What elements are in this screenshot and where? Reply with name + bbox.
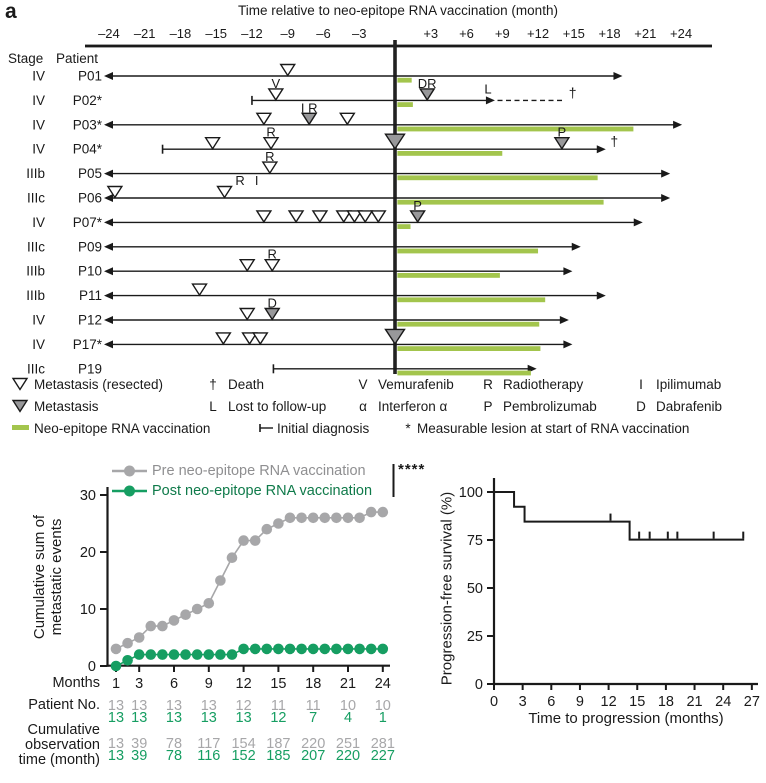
rna-vaccination-bar bbox=[397, 322, 539, 327]
rna-vaccination-bar bbox=[397, 224, 410, 229]
timeline-row-P03 bbox=[32, 100, 682, 132]
cumulative-time-post: 13 bbox=[107, 748, 125, 764]
data-point-post bbox=[215, 649, 226, 660]
y-tick-label: 20 bbox=[79, 545, 96, 561]
data-point-post bbox=[296, 644, 307, 655]
right-arrowhead bbox=[597, 145, 606, 153]
series-line-pre bbox=[116, 512, 383, 649]
data-point-post bbox=[354, 644, 365, 655]
metastasis-resected-marker bbox=[281, 65, 295, 76]
patient-no-pre: 11 bbox=[305, 698, 321, 714]
axis-tick-label: –3 bbox=[352, 26, 367, 41]
x-tick-label: 15 bbox=[270, 676, 287, 692]
axis-tick-label: +9 bbox=[494, 26, 510, 41]
axis-tick-label: +24 bbox=[670, 26, 693, 41]
left-arrowhead bbox=[104, 218, 113, 226]
patients-table bbox=[108, 698, 395, 764]
data-point-pre bbox=[238, 535, 249, 546]
rna-vaccination-bar bbox=[397, 102, 412, 107]
x-tick-label: 24 bbox=[374, 676, 391, 692]
metastasis-resected-marker bbox=[240, 260, 254, 271]
legend-label: Ipilimumab bbox=[656, 377, 722, 392]
vaccination-bar-icon bbox=[12, 425, 29, 430]
axis-tick-label: –18 bbox=[169, 26, 192, 41]
cumulative-time-post: 207 bbox=[301, 748, 326, 764]
legend-label: Vemurafenib bbox=[378, 377, 454, 392]
stage-label: IV bbox=[32, 68, 45, 84]
legend-series-post: Post neo-epitope RNA vaccination bbox=[152, 483, 373, 499]
series-line-post bbox=[116, 649, 383, 666]
x-tick-label: 3 bbox=[135, 676, 144, 692]
km-x-tick-label: 24 bbox=[715, 694, 732, 710]
cumulative-time-post: 227 bbox=[370, 748, 395, 764]
left-arrowhead bbox=[104, 194, 113, 202]
x-tick-label: 18 bbox=[305, 676, 322, 692]
right-arrowhead bbox=[597, 292, 606, 300]
data-point-pre bbox=[331, 513, 342, 524]
cumulative-time-post: 78 bbox=[165, 748, 183, 764]
patient-no-post: 13 bbox=[235, 710, 252, 726]
metastasis-resected-marker bbox=[313, 211, 327, 222]
data-point-pre bbox=[285, 513, 296, 524]
patient-no-post: 13 bbox=[107, 710, 125, 726]
cumulative-time-pre: 187 bbox=[266, 736, 291, 752]
km-y-tick-label: 0 bbox=[474, 677, 483, 693]
treatment-letter: P bbox=[557, 124, 567, 140]
timeline-row-P09 bbox=[27, 239, 581, 254]
cumulative-time-post: 152 bbox=[231, 748, 256, 764]
km-x-tick-label: 9 bbox=[575, 694, 584, 710]
metastasis-marker bbox=[386, 329, 405, 344]
data-point-post bbox=[331, 644, 342, 655]
legend-label: Lost to follow-up bbox=[228, 399, 327, 414]
patient-label: P11 bbox=[78, 288, 102, 304]
cumulative-time-post: 185 bbox=[266, 748, 291, 764]
cumulative-time-pre: 13 bbox=[107, 736, 125, 752]
patient-no-pre: 13 bbox=[165, 698, 183, 714]
patient-no-post: 4 bbox=[343, 710, 353, 726]
axis-tick-label: +21 bbox=[634, 26, 657, 41]
patient-no-pre: 10 bbox=[339, 698, 357, 714]
metastasis-resected-marker bbox=[257, 113, 271, 124]
right-arrowhead bbox=[661, 170, 670, 178]
vaccination-zero-line bbox=[393, 40, 397, 374]
data-point-pre bbox=[122, 638, 133, 649]
cumulative-y-axis-label-line1: Cumulative sum of bbox=[31, 514, 48, 640]
data-point-pre bbox=[204, 598, 215, 609]
cumulative-y-axis-label-line2: metastatic events bbox=[48, 518, 65, 636]
legend-label: Initial diagnosis bbox=[277, 421, 370, 436]
stage-label: IIIb bbox=[26, 166, 45, 182]
cumulative-time-pre: 78 bbox=[165, 736, 183, 752]
legend-label: Pembrolizumab bbox=[503, 399, 597, 414]
legend-label: Interferon α bbox=[378, 399, 448, 414]
stage-label: IV bbox=[32, 141, 45, 157]
stage-label: IIIc bbox=[26, 361, 45, 377]
legend-label: Neo-epitope RNA vaccination bbox=[34, 421, 211, 436]
months-axis-label: Months bbox=[52, 675, 100, 691]
x-tick-label: 1 bbox=[111, 676, 121, 692]
km-x-tick-label: 12 bbox=[600, 694, 617, 710]
cumulative-time-post: 220 bbox=[335, 748, 361, 764]
data-point-pre bbox=[111, 644, 122, 655]
patient-label: P06 bbox=[77, 190, 102, 206]
data-point-pre bbox=[354, 513, 365, 524]
swimmer-title: Time relative to neo-epitope RNA vaccination (month) bbox=[238, 3, 558, 18]
time-axis-line bbox=[85, 45, 712, 48]
patient-label: P07* bbox=[72, 214, 102, 230]
treatment-letter: D bbox=[267, 295, 277, 311]
stage-label: IV bbox=[32, 92, 45, 108]
rna-vaccination-bar bbox=[397, 346, 540, 351]
right-arrowhead bbox=[661, 194, 670, 202]
stage-label: IV bbox=[32, 214, 45, 230]
km-x-tick-label: 21 bbox=[686, 694, 703, 710]
axis-tick-label: –15 bbox=[205, 26, 228, 41]
km-x-tick-label: 27 bbox=[743, 694, 760, 710]
right-arrowhead bbox=[486, 96, 495, 104]
data-point-pre bbox=[320, 513, 331, 524]
data-point-pre bbox=[296, 513, 307, 524]
rna-vaccination-bar bbox=[397, 273, 500, 278]
patient-no-pre: 13 bbox=[200, 698, 217, 714]
patient-label: P12 bbox=[77, 312, 102, 328]
treatment-letter: R bbox=[266, 124, 276, 140]
treatment-letter: I R bbox=[300, 100, 318, 116]
timeline-row-P11 bbox=[26, 284, 606, 303]
figure-legend bbox=[12, 377, 722, 436]
km-y-tick-label: 25 bbox=[466, 629, 483, 645]
metastasis-resected-marker bbox=[206, 138, 220, 149]
axis-tick-label: +15 bbox=[562, 26, 585, 41]
data-point-post bbox=[366, 644, 377, 655]
data-point-pre bbox=[215, 575, 226, 586]
metastasis-resected-marker bbox=[371, 211, 385, 222]
cumulative-time-post: 116 bbox=[197, 748, 221, 764]
x-tick-label: 6 bbox=[169, 676, 179, 692]
axis-tick-label: +6 bbox=[459, 26, 474, 41]
right-arrowhead bbox=[613, 72, 622, 80]
patient-label: P09 bbox=[77, 239, 102, 255]
patient-label: P03* bbox=[72, 117, 102, 133]
axis-tick-label: –21 bbox=[133, 26, 156, 41]
patient-no-post: 1 bbox=[378, 710, 387, 726]
data-point-post bbox=[111, 661, 122, 672]
legend-marker-dot bbox=[124, 466, 135, 477]
data-point-pre bbox=[250, 535, 261, 546]
rna-vaccination-bar bbox=[397, 200, 603, 205]
data-point-pre bbox=[308, 513, 319, 524]
patient-no-post: 13 bbox=[165, 710, 183, 726]
treatment-letter: R bbox=[265, 149, 275, 165]
axis-tick-label: +3 bbox=[423, 26, 439, 41]
data-point-post bbox=[378, 644, 389, 655]
metastasis-resected-marker bbox=[358, 211, 372, 222]
legend-label: Measurable lesion at start of RNA vaccination bbox=[417, 421, 690, 436]
legend-symbol: I bbox=[639, 377, 643, 392]
patient-no-pre: 11 bbox=[270, 698, 286, 714]
cum-label-line2: observation bbox=[25, 737, 100, 753]
panel-label: a bbox=[5, 0, 17, 23]
treatment-letter: R bbox=[267, 246, 277, 262]
timeline-row-P19 bbox=[27, 361, 537, 376]
left-arrowhead bbox=[104, 267, 113, 275]
death-dagger: † bbox=[568, 84, 577, 101]
data-point-pre bbox=[262, 524, 273, 535]
legend-series-pre: Pre neo-epitope RNA vaccination bbox=[152, 463, 366, 479]
left-arrowhead bbox=[104, 243, 113, 251]
timeline-row-P01 bbox=[32, 65, 622, 84]
data-point-post bbox=[262, 644, 273, 655]
data-point-pre bbox=[227, 552, 238, 563]
legend-symbol: α bbox=[359, 399, 367, 414]
right-arrowhead bbox=[673, 121, 682, 129]
patient-no-post: 12 bbox=[270, 710, 287, 726]
cumulative-observation-row-label bbox=[0, 723, 100, 768]
data-point-pre bbox=[378, 507, 389, 518]
y-tick-label: 30 bbox=[79, 488, 96, 504]
legend-marker-dot bbox=[124, 486, 135, 497]
km-y-tick-label: 75 bbox=[466, 533, 483, 549]
patient-label: P19 bbox=[77, 361, 102, 377]
right-arrowhead bbox=[560, 316, 569, 324]
treatment-letter: P bbox=[413, 197, 422, 213]
patient-no-pre: 12 bbox=[235, 698, 252, 714]
treatment-letter: V bbox=[271, 75, 281, 91]
cumulative-time-pre: 281 bbox=[370, 736, 395, 752]
legend-label: Radiotherapy bbox=[503, 377, 584, 392]
data-point-pre bbox=[192, 604, 203, 615]
survival-curve bbox=[494, 492, 744, 540]
y-tick-label: 0 bbox=[87, 659, 96, 675]
legend-label: Metastasis (resected) bbox=[34, 377, 164, 392]
annotation-letter: I bbox=[254, 173, 259, 188]
death-dagger: † bbox=[610, 133, 619, 150]
data-point-post bbox=[285, 644, 296, 655]
left-arrowhead bbox=[104, 72, 113, 80]
patient-no-pre: 13 bbox=[131, 698, 148, 714]
legend-symbol: V bbox=[358, 377, 368, 392]
patient-label: P10 bbox=[77, 263, 102, 279]
data-point-pre bbox=[343, 513, 354, 524]
km-x-axis-label: Time to progression (months) bbox=[528, 710, 724, 727]
metastasis-resected-marker bbox=[289, 211, 303, 222]
rna-vaccination-bar bbox=[397, 127, 633, 132]
legend-label: Death bbox=[228, 377, 265, 392]
axis-tick-label: +18 bbox=[598, 26, 621, 41]
left-arrowhead bbox=[104, 316, 113, 324]
metastasis-resected-marker bbox=[218, 187, 232, 198]
cumulative-time-post: 39 bbox=[131, 748, 148, 764]
data-point-pre bbox=[273, 518, 284, 529]
rna-vaccination-bar bbox=[397, 151, 502, 156]
data-point-pre bbox=[180, 609, 191, 620]
data-point-pre bbox=[169, 615, 180, 626]
patient-no-post: 7 bbox=[309, 710, 318, 726]
stage-label: IV bbox=[32, 312, 45, 328]
column-header-patient: Patient bbox=[56, 51, 99, 66]
km-y-tick-label: 100 bbox=[458, 485, 483, 501]
x-tick-label: 12 bbox=[235, 676, 252, 692]
km-chart bbox=[459, 478, 760, 710]
data-point-post bbox=[320, 644, 331, 655]
left-arrowhead bbox=[104, 292, 113, 300]
metastasis-resected-marker bbox=[216, 333, 230, 344]
cumulative-time-pre: 251 bbox=[335, 736, 361, 752]
right-arrowhead bbox=[634, 218, 643, 226]
metastasis-icon bbox=[13, 401, 27, 412]
patient-no-post: 13 bbox=[131, 710, 148, 726]
km-x-tick-label: 3 bbox=[518, 694, 527, 710]
patient-no-row-label: Patient No. bbox=[28, 697, 100, 713]
patient-no-pre: 13 bbox=[107, 698, 125, 714]
km-x-tick-label: 15 bbox=[629, 694, 646, 710]
data-point-post bbox=[204, 649, 215, 660]
data-point-post bbox=[169, 649, 180, 660]
column-header-stage: Stage bbox=[8, 51, 44, 66]
metastasis-resected-marker bbox=[253, 333, 267, 344]
km-y-tick-label: 50 bbox=[466, 581, 483, 597]
cum-label-line1: Cumulative bbox=[27, 722, 100, 738]
data-point-pre bbox=[157, 621, 168, 632]
cumulative-time-pre: 117 bbox=[197, 736, 221, 752]
data-point-post bbox=[134, 649, 145, 660]
data-point-post bbox=[250, 644, 261, 655]
data-point-pre bbox=[366, 507, 377, 518]
legend-label: Dabrafenib bbox=[656, 399, 723, 414]
km-x-tick-label: 18 bbox=[657, 694, 674, 710]
stage-label: IIIc bbox=[26, 239, 45, 255]
legend-label: Metastasis bbox=[34, 399, 99, 414]
metastasis-resected-marker bbox=[193, 284, 207, 295]
axis-tick-label: –6 bbox=[316, 26, 331, 41]
data-point-post bbox=[273, 644, 284, 655]
cumulative-time-pre: 220 bbox=[301, 736, 326, 752]
patient-label: P02* bbox=[72, 92, 102, 108]
legend-symbol: R bbox=[483, 377, 493, 392]
axis-tick-label: –12 bbox=[241, 26, 263, 41]
stage-label: IIIb bbox=[26, 263, 45, 279]
km-y-axis-label: Progression-free survival (%) bbox=[438, 491, 456, 686]
metastasis-resected-marker bbox=[257, 211, 271, 222]
left-arrowhead bbox=[104, 340, 113, 348]
metastasis-marker bbox=[386, 134, 405, 149]
patient-no-post: 13 bbox=[200, 710, 217, 726]
rna-vaccination-bar bbox=[397, 175, 597, 180]
annotation-letter: R bbox=[235, 173, 245, 188]
stage-label: IIIc bbox=[26, 190, 45, 206]
rna-vaccination-bar bbox=[397, 297, 545, 302]
significance-stars: **** bbox=[398, 461, 426, 478]
axis-tick-label: –24 bbox=[98, 26, 120, 41]
stage-label: IV bbox=[32, 336, 45, 352]
stage-label: IV bbox=[32, 117, 45, 133]
annotation-letter: L bbox=[484, 81, 492, 97]
data-point-post bbox=[180, 649, 191, 660]
legend-symbol: L bbox=[209, 399, 217, 414]
legend-symbol: † bbox=[209, 377, 217, 392]
right-arrowhead bbox=[563, 340, 572, 348]
timeline-row-P05 bbox=[26, 149, 670, 181]
patient-label: P17* bbox=[72, 336, 102, 352]
rna-vaccination-bar bbox=[397, 249, 538, 254]
data-point-post bbox=[238, 644, 249, 655]
left-arrowhead bbox=[104, 170, 113, 178]
rna-vaccination-bar bbox=[397, 371, 531, 376]
axis-tick-label: –9 bbox=[280, 26, 295, 41]
x-tick-label: 21 bbox=[339, 676, 357, 692]
legend-symbol: P bbox=[483, 399, 493, 414]
axis-tick-label: +12 bbox=[527, 26, 550, 41]
km-x-tick-label: 0 bbox=[489, 694, 499, 710]
data-point-post bbox=[146, 649, 157, 660]
y-tick-label: 10 bbox=[79, 602, 96, 618]
data-point-pre bbox=[146, 621, 157, 632]
data-point-post bbox=[343, 644, 354, 655]
cum-label-line3: time (month) bbox=[18, 752, 100, 768]
treatment-letter: DR bbox=[417, 75, 437, 91]
cumulative-time-pre: 39 bbox=[131, 736, 148, 752]
patient-label: P04* bbox=[72, 141, 102, 157]
legend-symbol: D bbox=[636, 399, 646, 414]
right-arrowhead bbox=[572, 243, 581, 251]
data-point-pre bbox=[134, 632, 145, 643]
right-arrowhead bbox=[563, 267, 572, 275]
legend-symbol: * bbox=[405, 421, 411, 436]
data-point-post bbox=[122, 655, 133, 666]
data-point-post bbox=[308, 644, 319, 655]
data-point-post bbox=[157, 649, 168, 660]
cumulative-time-pre: 154 bbox=[231, 736, 256, 752]
x-tick-label: 9 bbox=[204, 676, 213, 692]
km-x-tick-label: 6 bbox=[547, 694, 556, 710]
metastasis-resected-icon bbox=[13, 379, 27, 390]
cumulative-y-axis-label bbox=[31, 467, 65, 687]
stage-label: IIIb bbox=[26, 288, 45, 304]
patient-label: P05 bbox=[77, 166, 102, 182]
metastasis-resected-marker bbox=[240, 309, 254, 320]
data-point-post bbox=[192, 649, 203, 660]
data-point-post bbox=[227, 649, 238, 660]
timeline-row-P17 bbox=[32, 329, 572, 352]
patient-label: P01 bbox=[77, 68, 102, 84]
patient-no-pre: 10 bbox=[374, 698, 391, 714]
swimmer-plot bbox=[26, 26, 712, 376]
rna-vaccination-bar bbox=[397, 78, 411, 83]
metastasis-resected-marker bbox=[340, 113, 354, 124]
left-arrowhead bbox=[104, 121, 113, 129]
